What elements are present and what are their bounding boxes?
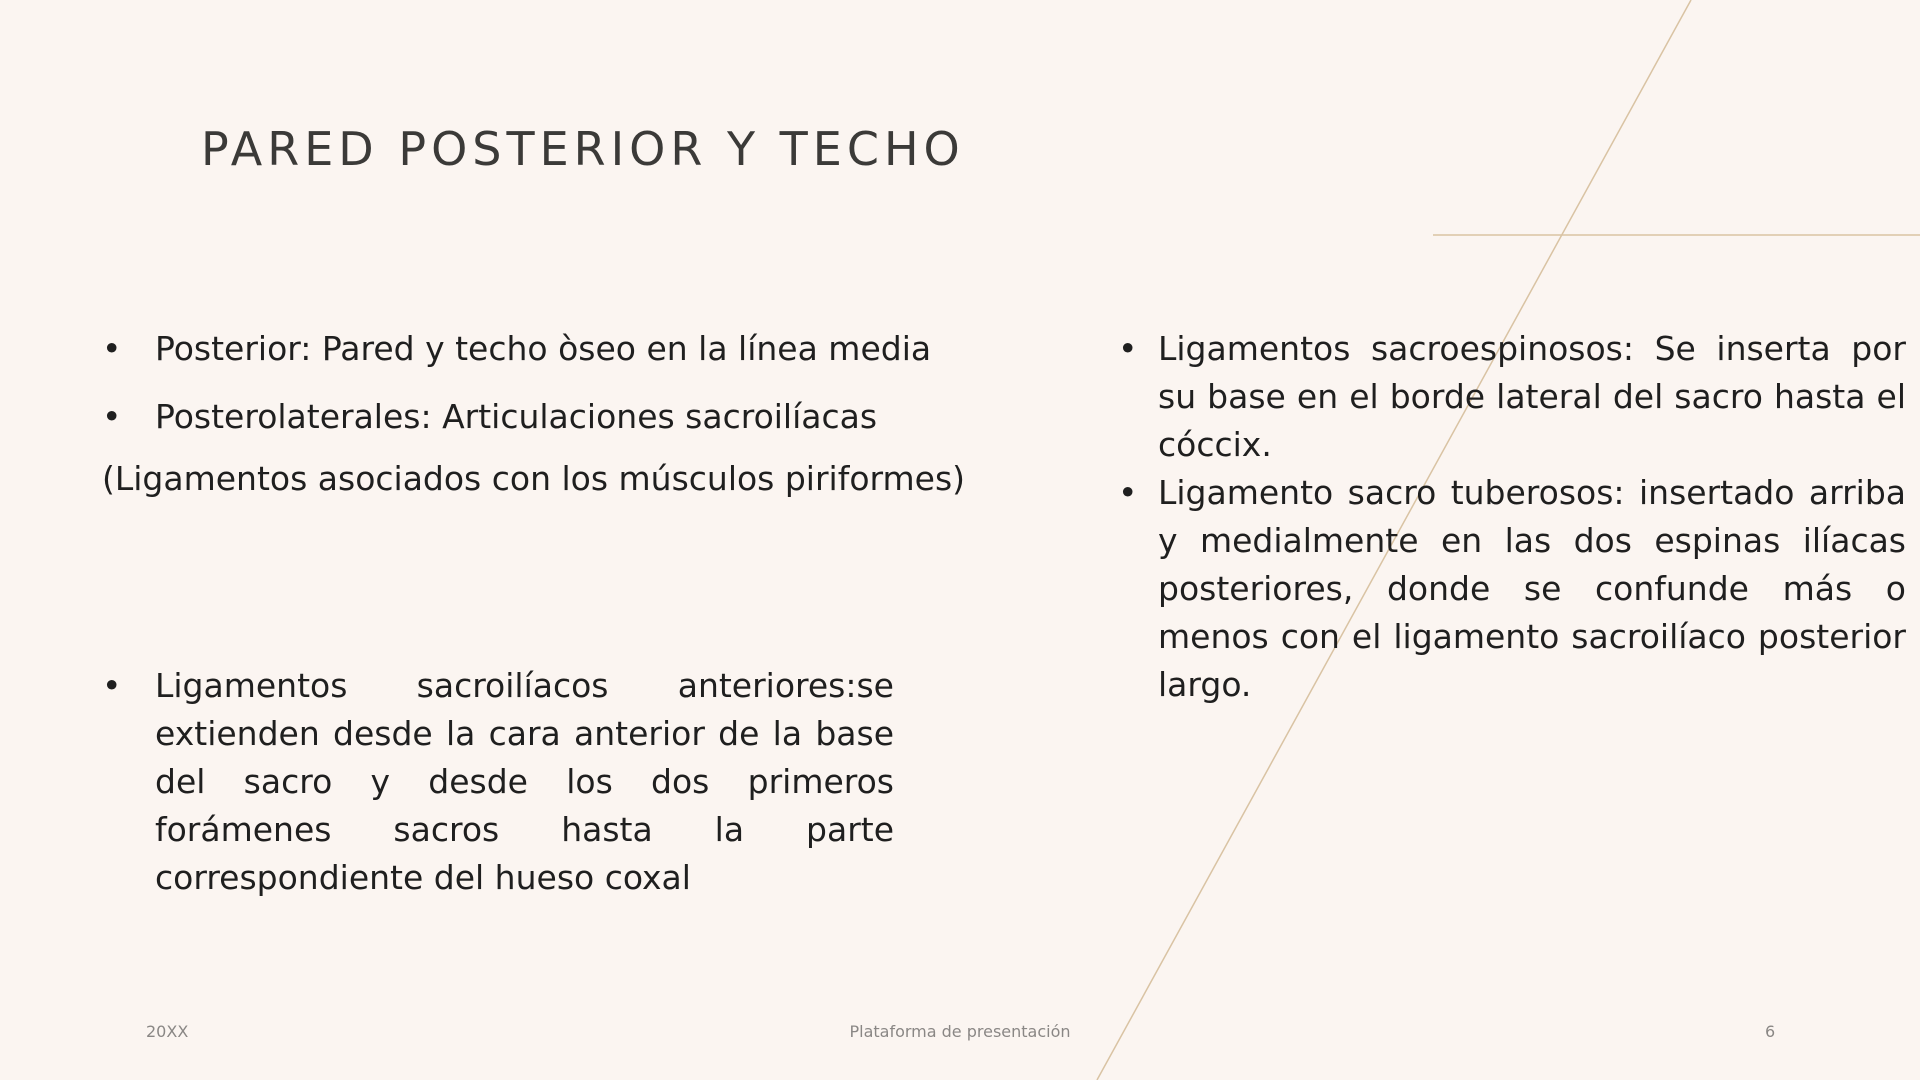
right-column — [1118, 325, 1906, 709]
bullet-item: • Ligamentos sacroespinosos: Se inserta por su base en el borde lateral del sacro hasta el cóccix. — [1118, 325, 1906, 469]
left-column-lower — [102, 662, 894, 902]
slide-title: PARED POSTERIOR Y TECHO — [201, 122, 965, 176]
bullet-item: • Ligamento sacro tuberosos: insertado arriba y medialmente en las dos espinas ilíacas posteriores, donde se confunde más o menos con el ligamento sacroilíaco posterior largo. — [1118, 469, 1906, 709]
note-paragraph: (Ligamentos asociados con los músculos piriformes) — [102, 459, 966, 498]
left-bullet-list — [102, 325, 998, 441]
right-bullet-list — [1118, 325, 1906, 709]
footer-date: 20XX — [146, 1022, 189, 1041]
left-bullet-list-2 — [102, 662, 894, 902]
bullet-item: • Ligamentos sacroilíacos anteriores:se extienden desde la cara anterior de la base del sacro y desde los dos primeros forámenes sacros hasta la parte correspondiente del hueso coxal — [102, 662, 894, 902]
bullet-item: • Posterolaterales: Articulaciones sacroilíacas — [102, 393, 998, 441]
page-number: 6 — [1765, 1022, 1776, 1041]
bullet-item: • Posterior: Pared y techo òseo en la línea media — [102, 325, 998, 373]
footer-center-text: Plataforma de presentación — [849, 1022, 1071, 1041]
left-column — [102, 325, 998, 503]
